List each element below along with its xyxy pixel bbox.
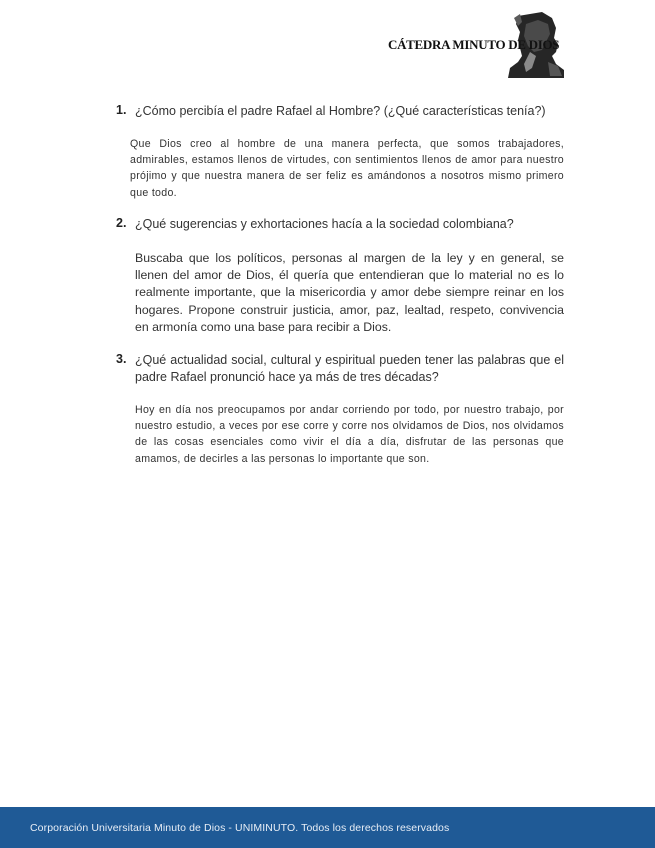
question-text: ¿Qué actualidad social, cultural y espiritual pueden tener las palabras que el padre Rafael pronunció hace ya más de tres décadas?	[135, 353, 564, 384]
footer-copyright: Corporación Universitaria Minuto de Dios - UNIMINUTO. Todos los derechos reservados	[30, 822, 450, 834]
question-text: ¿Qué sugerencias y exhortaciones hacía a la sociedad colombiana?	[135, 217, 514, 231]
answer-text: Que Dios creo al hombre de una manera perfecta, que somos trabajadores, admirables, estamos llenos de virtudes, con sentimientos llenos de amor para nuestro prójimo y que nuestra manera de ser feliz es amándonos a nosotros mismo primero que todo.	[130, 138, 564, 199]
footer-bar	[0, 807, 655, 848]
answer-text: Buscaba que los políticos, personas al margen de la ley y en general, se llenen del amor de Dios, él quería que entendieran que lo material no es lo realmente importante, que la misericordia y amor debe siempre reinar en los hogares. Propone construir justicia, amor, paz, lealtad, respeto, convivencia en armonía como una base para recibir a Dios.	[135, 251, 564, 334]
question-number: 1.	[116, 103, 127, 117]
header-title: CÁTEDRA MINUTO DE DIOS	[388, 37, 560, 52]
question-number: 2.	[116, 216, 127, 230]
question-text: ¿Cómo percibía el padre Rafael al Hombre? (¿Qué características tenía?)	[135, 104, 546, 118]
answer-text: Hoy en día nos preocupamos por andar corriendo por todo, por nuestro trabajo, por nuestro estudio, a veces por ese corre y corre nos olvidamos de Dios, nos olvidamos de las cosas esenciales como vivir el día a día, disfrutar de las personas que amamos, de decirles a las personas lo importante que son.	[135, 404, 564, 465]
question-number: 3.	[116, 352, 127, 366]
question-item-3	[116, 352, 564, 467]
question-item-2	[116, 216, 564, 336]
question-item-1	[116, 103, 564, 201]
